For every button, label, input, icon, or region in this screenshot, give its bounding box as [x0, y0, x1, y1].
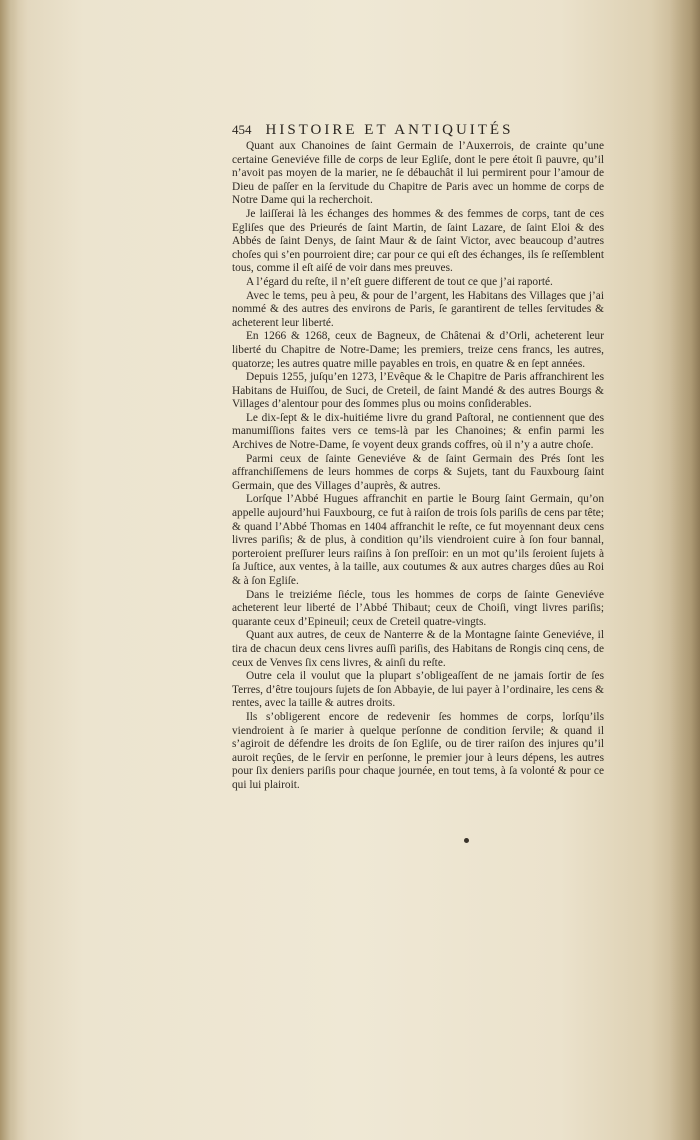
page-gutter-shadow [0, 0, 18, 1140]
paragraph: Parmi ceux de ſainte Geneviéve & de ſaint Germain des Prés ſont les affranchiſſemens de leurs hommes de corps & Sujets, tant du Fauxbourg ſaint Germain, que des Villages d’auprès, & autres. [232, 452, 604, 492]
paragraph: Quant aux autres, de ceux de Nanterre & de la Montagne ſainte Geneviéve, il tira de chacun deux cens livres auſſi pariſis, des Habitans de Rongis cinq cens, de ceux de Venves ſix cens livres, & ainſi du reſte. [232, 629, 604, 669]
ink-dot-ornament [464, 838, 469, 843]
paragraph: Dans le treiziéme ſiécle, tous les hommes de corps de ſainte Geneviéve acheterent leur liberté de l’Abbé Thibaut; ceux de Choiſi, vingt livres pariſis; quarante ceux d’Epineuil; ceux de Creteil quatre-vingts. [232, 588, 604, 628]
paragraph: Je laiſſerai là les échanges des hommes & des femmes de corps, tant de ces Egliſes que des Prieurés de ſaint Martin, de ſaint Lazare, de ſaint Eloi & des Abbés de ſaint Denys, de ſaint Maur & de ſaint Victor, avec beaucoup d’autres choſes qui s’en pourroient dire; car pour ce qui eſt des échanges, ils ſe reſſemblent tous, comme il eſt aiſé de voir dans mes preuves. [232, 207, 604, 275]
paragraph: Ils s’obligerent encore de redevenir ſes hommes de corps, lorſqu’ils viendroient à ſe marier à quelque perſonne de condition ſervile; & quand il s’agiroit de défendre les droits de ſon Egliſe, ou de tirer raiſon des injures qu’il auroit reçûes, de le ſervir en perſonne, le premier jour à leurs dépens, les autres pour ſix deniers pariſis pour chaque journée, en tout tems, à ſa volonté & pour ce qui lui plairoit. [232, 710, 604, 791]
page-edge-shadow [670, 0, 700, 1140]
running-title: HISTOIRE ET ANTIQUITÉS [265, 122, 514, 138]
paragraph: Lorſque l’Abbé Hugues affranchit en partie le Bourg ſaint Germain, qu’on appelle aujourd’hui Fauxbourg, ce fut à raiſon de trois ſols pariſis de cens par tête; & quand l’Abbé Thomas en 1404 affranchit le reſte, ce fut moyennant deux cens livres pariſis; & de plus, à condition qu’ils viendroient cuire à ſon four bannal, porteroient preſſurer leurs raiſins à ſon preſſoir: en un mot qu’ils ſeroient ſujets à ſa Juſtice, aux ventes, à la taille, aux coutumes & aux autres charges dûes au Roi & à ſon Egliſe. [232, 493, 604, 587]
paragraph: Avec le tems, peu à peu, & pour de l’argent, les Habitans des Villages que j’ai nommé & des autres des environs de Paris, ſe garantirent de telles ſervitudes & acheterent leur liberté. [232, 289, 604, 329]
paragraph: Depuis 1255, juſqu’en 1273, l’Evêque & le Chapitre de Paris affranchirent les Habitans de Huiſſou, de Suci, de Creteil, de ſaint Mandé & des autres Bourgs & Villages d’alentour pour des ſommes plus ou moins conſiderables. [232, 371, 604, 411]
body-text [232, 140, 604, 793]
paragraph: A l’égard du reſte, il n’eſt guere different de tout ce que j’ai raporté. [246, 275, 553, 288]
paragraph: Quant aux Chanoines de ſaint Germain de l’Auxerrois, de crainte qu’une certaine Geneviéve fille de corps de leur Egliſe, dont le pere étoit ſi pauvre, qu’il n’avoit pas moyen de la marier, ne ſe débauchât il lui permirent pour l’amour de Dieu de paſſer en la ſervitude du Chapitre de Paris avec un homme de corps de Notre Dame qui la recherchoit. [232, 140, 604, 207]
page-header [232, 122, 602, 140]
paragraph: Outre cela il voulut que la plupart s’obligeaſſent de ne jamais ſortir de ſes Terres, d’être toujours ſujets de ſon Abbayie, de lui payer à l’ordinaire, les cens & rentes, avec la taille & autres droits. [232, 670, 604, 710]
paragraph: Le dix-ſept & le dix-huitiéme livre du grand Paſtoral, ne contiennent que des manumiſſions faites vers ce tems-là par les Chanoines; & enfin parmi les Archives de Notre-Dame, ſe voyent deux grands coffres, où il n’y a autre choſe. [232, 411, 604, 452]
paragraph: En 1266 & 1268, ceux de Bagneux, de Châtenai & d’Orli, acheterent leur liberté du Chapitre de Notre-Dame; les premiers, treize cens francs, les autres, quatorze; les autres quatre mille payables en trois, en quatre & en ſept années. [232, 330, 604, 370]
page-number: 454 [232, 122, 252, 137]
